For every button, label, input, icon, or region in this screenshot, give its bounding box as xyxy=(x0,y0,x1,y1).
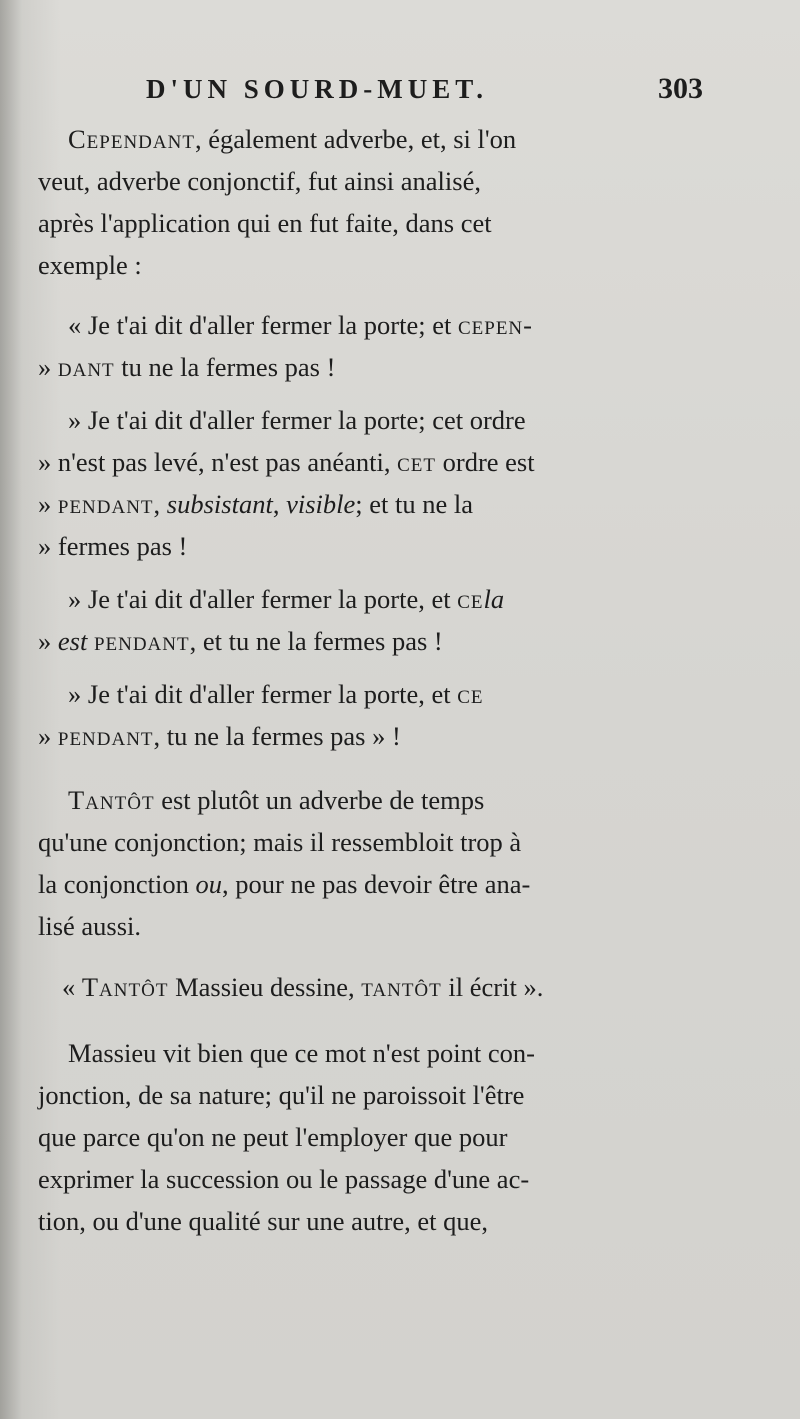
q5-line-1: « Tantôt Massieu dessine, tantôt il écrit ». xyxy=(62,972,544,1002)
q2-line-4: » fermes pas ! xyxy=(38,531,188,561)
q4-line-1: » Je t'ai dit d'aller fermer la porte, et ce xyxy=(68,679,484,709)
p1-line-1: Cependant, également adverbe, et, si l'on xyxy=(68,124,517,154)
p2-line-1: Tantôt est plutôt un adverbe de temps xyxy=(68,785,485,815)
p1-line-3: après l'application qui en fut faite, dans cet xyxy=(38,208,492,238)
q2-line-3: » pendant, subsistant, visible; et tu ne la xyxy=(38,489,474,519)
p1-line-4: exemple : xyxy=(38,250,142,280)
q1-line-1: « Je t'ai dit d'aller fermer la porte; et cepen- xyxy=(68,310,533,340)
p3-line-5: tion, ou d'une qualité sur une autre, et que, xyxy=(38,1206,488,1236)
p3-line-1: Massieu vit bien que ce mot n'est point con- xyxy=(68,1038,535,1068)
p3-line-2: jonction, de sa nature; qu'il ne paroissoit l'être xyxy=(38,1080,525,1110)
p2-line-2: qu'une conjonction; mais il ressembloit trop à xyxy=(38,827,522,857)
p3-line-4: exprimer la succession ou le passage d'une ac- xyxy=(38,1164,530,1194)
q1-line-2: » dant tu ne la fermes pas ! xyxy=(38,352,336,382)
q3-line-2: » est pendant, et tu ne la fermes pas ! xyxy=(38,626,443,656)
p2-line-3: la conjonction ou, pour ne pas devoir être ana- xyxy=(38,869,531,899)
q2-line-2: » n'est pas levé, n'est pas anéanti, cet ordre est xyxy=(38,447,535,477)
page-number: 303 xyxy=(658,72,703,105)
p2-line-4: lisé aussi. xyxy=(38,911,142,941)
running-head xyxy=(146,74,746,114)
p1-line-2: veut, adverbe conjonctif, fut ainsi analisé, xyxy=(38,166,481,196)
running-head-title: D'UN SOURD-MUET. xyxy=(146,74,488,104)
q2-line-1: » Je t'ai dit d'aller fermer la porte; cet ordre xyxy=(68,405,526,435)
q3-line-1: » Je t'ai dit d'aller fermer la porte, et cela xyxy=(68,584,505,614)
p3-line-3: que parce qu'on ne peut l'employer que pour xyxy=(38,1122,508,1152)
q4-line-2: » pendant, tu ne la fermes pas » ! xyxy=(38,721,401,751)
